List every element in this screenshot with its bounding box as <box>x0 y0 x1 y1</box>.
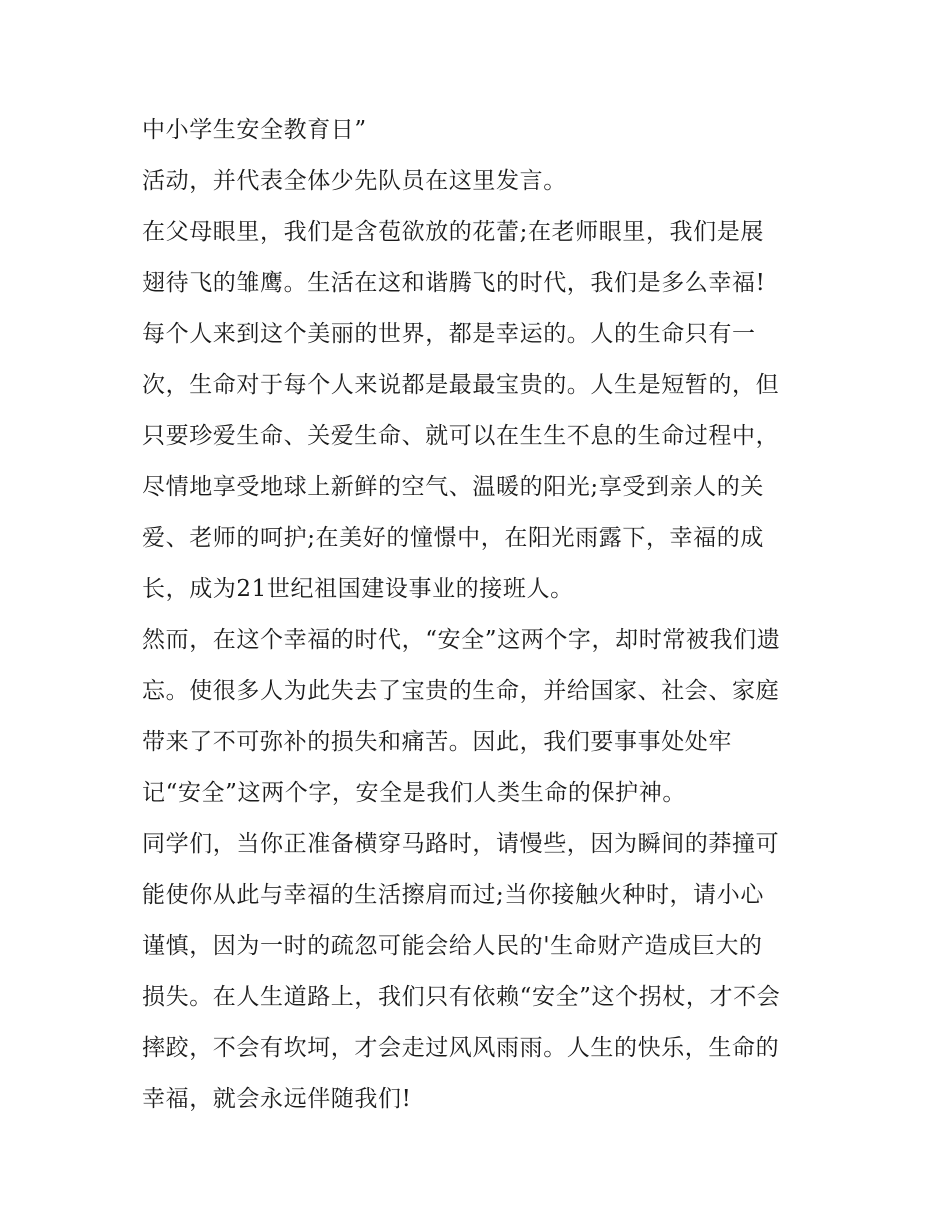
text-line: 记“安全”这两个字，安全是我们人类生命的保护神。 <box>142 780 686 806</box>
document-body <box>142 108 832 1128</box>
text-line: 谨慎，因为一时的疏忽可能会给人民的'生命财产造成巨大的 <box>142 933 763 959</box>
text-line: 在父母眼里，我们是含苞欲放的花蕾;在老师眼里，我们是展 <box>142 219 764 245</box>
text-line: 然而，在这个幸福的时代，“安全”这两个字，却时常被我们遗 <box>142 627 781 653</box>
text-line: 摔跤，不会有坎坷，才会走过风风雨雨。人生的快乐，生命的 <box>142 1035 780 1061</box>
text-line: 忘。使很多人为此失去了宝贵的生命，并给国家、社会、家庭 <box>142 678 780 704</box>
text-line: 幸福，就会永远伴随我们! <box>142 1086 412 1112</box>
text-line: 次，生命对于每个人来说都是最最宝贵的。人生是短暂的，但 <box>142 372 780 398</box>
text-line: 翅待飞的雏鹰。生活在这和谐腾飞的时代，我们是多么幸福! <box>142 270 766 296</box>
text-line: 活动，并代表全体少先队员在这里发言。 <box>142 168 567 194</box>
text-line: 中小学生安全教育日” <box>142 117 367 143</box>
text-line: 能使你从此与幸福的生活擦肩而过;当你接触火种时，请小心 <box>142 882 764 908</box>
text-line: 每个人来到这个美丽的世界，都是幸运的。人的生命只有一 <box>142 321 756 347</box>
text-line: 尽情地享受地球上新鲜的空气、温暖的阳光;享受到亲人的关 <box>142 474 764 500</box>
text-line: 带来了不可弥补的损失和痛苦。因此，我们要事事处处牢 <box>142 729 732 755</box>
text-line: 同学们，当你正准备横穿马路时，请慢些，因为瞬间的莽撞可 <box>142 831 780 857</box>
text-line: 只要珍爱生命、关爱生命、就可以在生生不息的生命过程中， <box>142 423 780 449</box>
text-line: 爱、老师的呵护;在美好的憧憬中，在阳光雨露下，幸福的成 <box>142 525 764 551</box>
text-line: 损失。在人生道路上，我们只有依赖“安全”这个拐杖，才不会 <box>142 984 781 1010</box>
text-line: 长，成为21世纪祖国建设事业的接班人。 <box>142 576 574 602</box>
